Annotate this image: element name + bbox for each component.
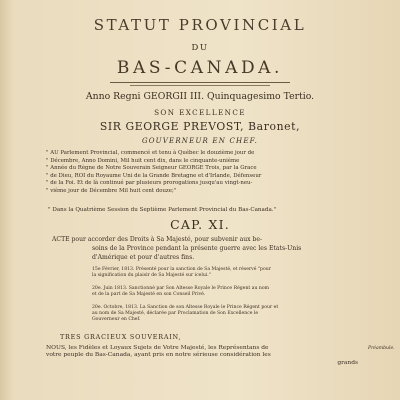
assent-note [92, 305, 362, 323]
son-excellence-label: SON EXCELLENCE [154, 108, 246, 117]
province-title: BAS-CANADA. [116, 58, 284, 78]
governor-name: SIR GEORGE PREVOST, Baronet, [99, 120, 301, 133]
note-line: au nom de Sa Majesté, déclarée par Proclamation de Son Excellence le [92, 311, 259, 316]
reign-year: Anno Regni GEORGII III. Quinquagesimo Tertio. [85, 91, 315, 102]
chapter-heading: CAP. XI. [170, 217, 230, 232]
parliament-preamble [46, 150, 356, 196]
note-line: Gouverneur en Chef. [92, 317, 141, 322]
title-rule [110, 82, 290, 83]
preamble-line: " vième jour de Décembre Mil huit cent douze;" [46, 187, 177, 194]
note-line: 15e Février, 1813. Présenté pour la sanction de Sa Majesté, et réservé "pour [92, 267, 271, 272]
body-line: votre peuple du Bas-Canada, ayant pris en notre sérieuse considération les [46, 352, 271, 359]
preamble-line: " de Dieu, ROI du Royaume Uni de la Grande Bretagne et d'Irlande, Défenseur [46, 172, 262, 179]
note-line: 20e. Juin 1813. Sanctionné par Son Altesse Royale le Prince Régent au nom [92, 286, 269, 291]
body-paragraph [46, 345, 356, 367]
body-line: NOUS, les Fidèles et Loyaux Sujets de Votre Majesté, les Représentans de [46, 345, 269, 351]
assent-note [92, 267, 362, 279]
preamble-line: " Décembre, Anno Domini, Mil huit cent dix, dans le cinquante-unième [46, 157, 240, 164]
salutation: TRES GRACIEUX SOUVERAIN, [60, 333, 182, 341]
statute-title: STATUT PROVINCIAL [93, 16, 307, 34]
note-line: la signification du plaisir de Sa Majesté sur icelui." [92, 273, 211, 278]
assent-note [92, 286, 362, 298]
preamble-line: " Année du Règne de Notre Souverain Seigneur GEORGE Trois, par la Grace [46, 165, 257, 172]
act-title-line: ACTE pour accorder des Droits à Sa Majesté, pour subvenir aux be- [52, 236, 263, 243]
preamble-line: " AU Parlement Provincial, commencé et tenu à Québec le douzième jour de [46, 150, 255, 156]
preamble-line: " de la Foi. Et de là continué par plusieurs prorogations jusqu'au vingt-neu- [46, 180, 253, 187]
note-line: 20e. Octobre, 1813. La Sanction de son Altesse Royale le Prince Régent pour et [92, 305, 279, 310]
title-rule-secondary [130, 85, 270, 86]
margin-note: Préambule. [368, 346, 395, 351]
session-line: " Dans la Quatrième Session du Septième Parlement Provincial du Bas-Canada." [48, 207, 277, 213]
act-title-line: soins de la Province pendant la présente guerre avec les Etats-Unis [92, 244, 302, 252]
du-label: DU [191, 43, 209, 53]
governor-title: GOUVERNEUR EN CHEF. [141, 137, 259, 145]
body-line: grands [337, 359, 358, 366]
note-line: et de la part de Sa Majesté en son Conseil Privé. [92, 292, 206, 297]
act-title [52, 236, 362, 262]
act-title-line: d'Amérique et pour d'autres fins. [92, 253, 195, 261]
